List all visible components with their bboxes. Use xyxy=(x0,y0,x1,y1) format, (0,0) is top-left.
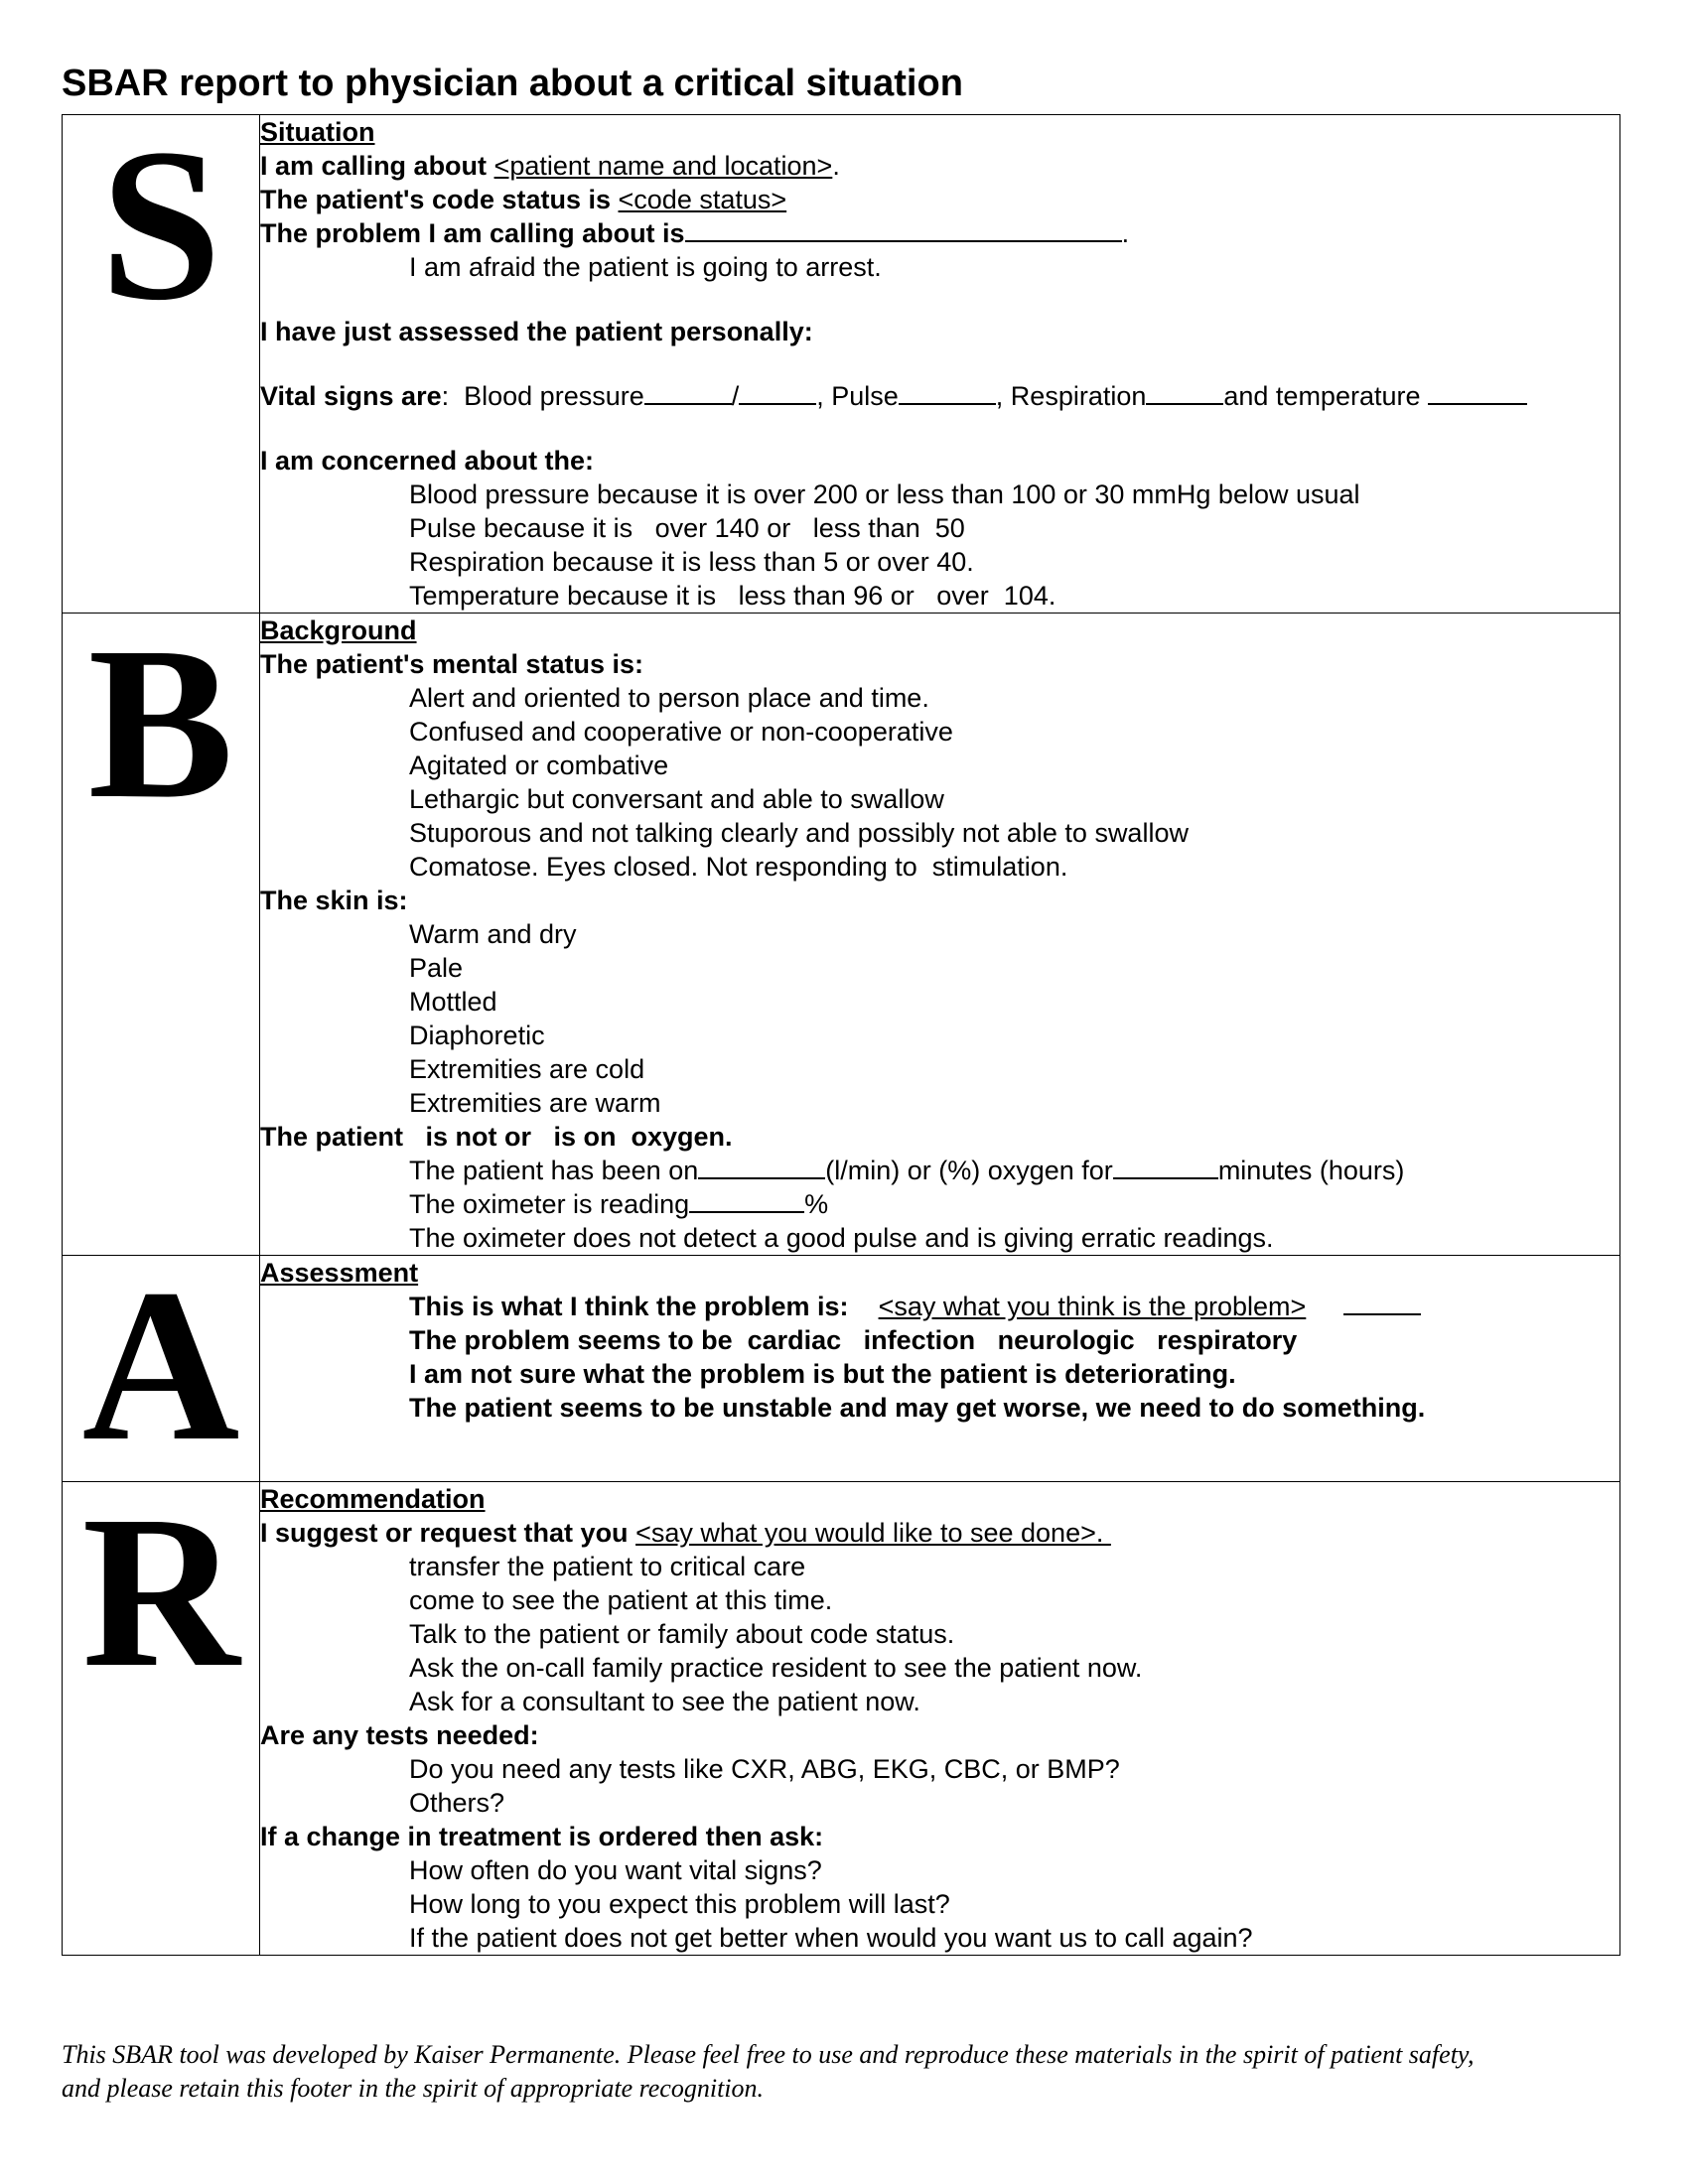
footer-line: and please retain this footer in the spirit of appropriate recognition. xyxy=(62,2074,765,2103)
skin-item: Extremities are cold xyxy=(409,1054,645,1084)
concern-item: Pulse because it is over 140 or less than 50 xyxy=(409,513,965,543)
problem-blank[interactable] xyxy=(685,216,1122,242)
concerned-label: I am concerned about the: xyxy=(260,446,595,476)
mental-status-item: Confused and cooperative or non-cooperative xyxy=(409,717,953,747)
calling-about-line: I am calling about <patient name and location>. xyxy=(260,151,840,181)
not-sure-line: I am not sure what the problem is but the patient is deteriorating. xyxy=(409,1359,1236,1389)
temperature-blank[interactable] xyxy=(1428,379,1527,405)
code-status-field[interactable]: <code status> xyxy=(618,185,787,214)
letter-a: A xyxy=(81,1244,240,1486)
recommendation-content xyxy=(260,1482,1620,1956)
letter-s: S xyxy=(99,103,222,345)
background-row xyxy=(63,614,1620,1256)
background-letter-cell xyxy=(63,602,260,1256)
bp-diastolic-blank[interactable] xyxy=(739,379,816,405)
recommendation-letter-cell xyxy=(63,1470,260,1956)
assessment-content xyxy=(260,1256,1620,1482)
footer-line: This SBAR tool was developed by Kaiser Permanente. Please feel free to use and reproduce these materials in the spirit of patient safety, xyxy=(62,2040,1475,2069)
unstable-line: The patient seems to be unstable and may get worse, we need to do something. xyxy=(409,1393,1426,1423)
assessment-heading: Assessment xyxy=(260,1258,419,1288)
footer xyxy=(62,2038,1630,2106)
recommendation-row xyxy=(63,1482,1620,1956)
mental-status-item: Stuporous and not talking clearly and possibly not able to swallow xyxy=(409,818,1189,848)
concern-item: Respiration because it is less than 5 or over 40. xyxy=(409,547,974,577)
suggest-line: I suggest or request that you <say what you would like to see done>. xyxy=(260,1518,1111,1548)
page-title: SBAR report to physician about a critical situation xyxy=(62,63,963,104)
concern-item: Temperature because it is less than 96 or over 104. xyxy=(409,581,1056,611)
mental-status-item: Alert and oriented to person place and time. xyxy=(409,683,929,713)
oximeter-blank[interactable] xyxy=(689,1187,804,1213)
mental-status-label: The patient's mental status is: xyxy=(260,649,644,679)
oxygen-duration-blank[interactable] xyxy=(1113,1154,1218,1179)
oxygen-line: The patient has been on (l/min) or (%) oxygen for minutes (hours) xyxy=(409,1156,1405,1185)
pulse-blank[interactable] xyxy=(899,379,996,405)
problem-line: The problem I am calling about is . xyxy=(260,218,1130,248)
letter-b: B xyxy=(87,602,234,844)
change-item: How often do you want vital signs? xyxy=(409,1855,822,1885)
skin-item: Warm and dry xyxy=(409,919,577,949)
recommendation-heading: Recommendation xyxy=(260,1484,486,1514)
arrest-line: I am afraid the patient is going to arrest. xyxy=(409,252,882,282)
assessment-row xyxy=(63,1256,1620,1482)
suggest-item: come to see the patient at this time. xyxy=(409,1585,833,1615)
oxygen-label: The patient is not or is on oxygen. xyxy=(260,1122,733,1152)
sbar-table xyxy=(62,103,1620,1956)
tests-item: Others? xyxy=(409,1788,505,1818)
tests-item: Do you need any tests like CXR, ABG, EKG, CBC, or BMP? xyxy=(409,1754,1120,1784)
background-content xyxy=(260,614,1620,1256)
skin-item: Diaphoretic xyxy=(409,1021,545,1050)
situation-heading: Situation xyxy=(260,117,375,147)
skin-item: Mottled xyxy=(409,987,497,1017)
problem-guess-field[interactable]: <say what you think is the problem> xyxy=(878,1292,1307,1321)
oxygen-rate-blank[interactable] xyxy=(698,1154,825,1179)
vital-signs-line: Vital signs are: Blood pressure / , Pulse , Respiration and temperature xyxy=(260,379,1619,413)
bp-systolic-blank[interactable] xyxy=(644,379,732,405)
mental-status-item: Lethargic but conversant and able to swallow xyxy=(409,784,944,814)
problem-guess-blank[interactable] xyxy=(1343,1290,1421,1315)
situation-row xyxy=(63,115,1620,614)
change-item: How long to you expect this problem will last? xyxy=(409,1889,950,1919)
situation-letter-cell xyxy=(63,103,260,614)
think-problem-line: This is what I think the problem is: <say what you think is the problem> xyxy=(260,1290,1619,1323)
respiration-blank[interactable] xyxy=(1146,379,1223,405)
situation-content xyxy=(260,115,1620,614)
letter-r: R xyxy=(81,1470,240,1712)
problem-seems-line: The problem seems to be cardiac infection neurologic respiratory xyxy=(409,1325,1298,1355)
assessment-letter-cell xyxy=(63,1244,260,1486)
mental-status-item: Comatose. Eyes closed. Not responding to stimulation. xyxy=(409,852,1068,882)
code-status-line: The patient's code status is <code status> xyxy=(260,185,787,214)
background-heading: Background xyxy=(260,615,417,645)
suggest-item: Ask the on-call family practice resident to see the patient now. xyxy=(409,1653,1143,1683)
suggest-item: Ask for a consultant to see the patient now. xyxy=(409,1687,920,1716)
change-item: If the patient does not get better when would you want us to call again? xyxy=(409,1923,1253,1953)
tests-label: Are any tests needed: xyxy=(260,1720,539,1750)
concern-item: Blood pressure because it is over 200 or less than 100 or 30 mmHg below usual xyxy=(409,479,1360,509)
suggest-item: Talk to the patient or family about code status. xyxy=(409,1619,955,1649)
patient-name-field[interactable]: <patient name and location> xyxy=(493,151,833,181)
oximeter-line: The oximeter is reading % xyxy=(409,1189,829,1219)
change-label: If a change in treatment is ordered then ask: xyxy=(260,1822,824,1851)
oximeter-erratic-line: The oximeter does not detect a good pulse and is giving erratic readings. xyxy=(409,1223,1274,1253)
mental-status-item: Agitated or combative xyxy=(409,751,669,780)
skin-item: Pale xyxy=(409,953,464,983)
suggestion-field[interactable]: <say what you would like to see done>. xyxy=(635,1518,1111,1548)
skin-item: Extremities are warm xyxy=(409,1088,661,1118)
assessed-line: I have just assessed the patient personally: xyxy=(260,317,813,346)
suggest-item: transfer the patient to critical care xyxy=(409,1552,806,1581)
skin-label: The skin is: xyxy=(260,886,408,915)
